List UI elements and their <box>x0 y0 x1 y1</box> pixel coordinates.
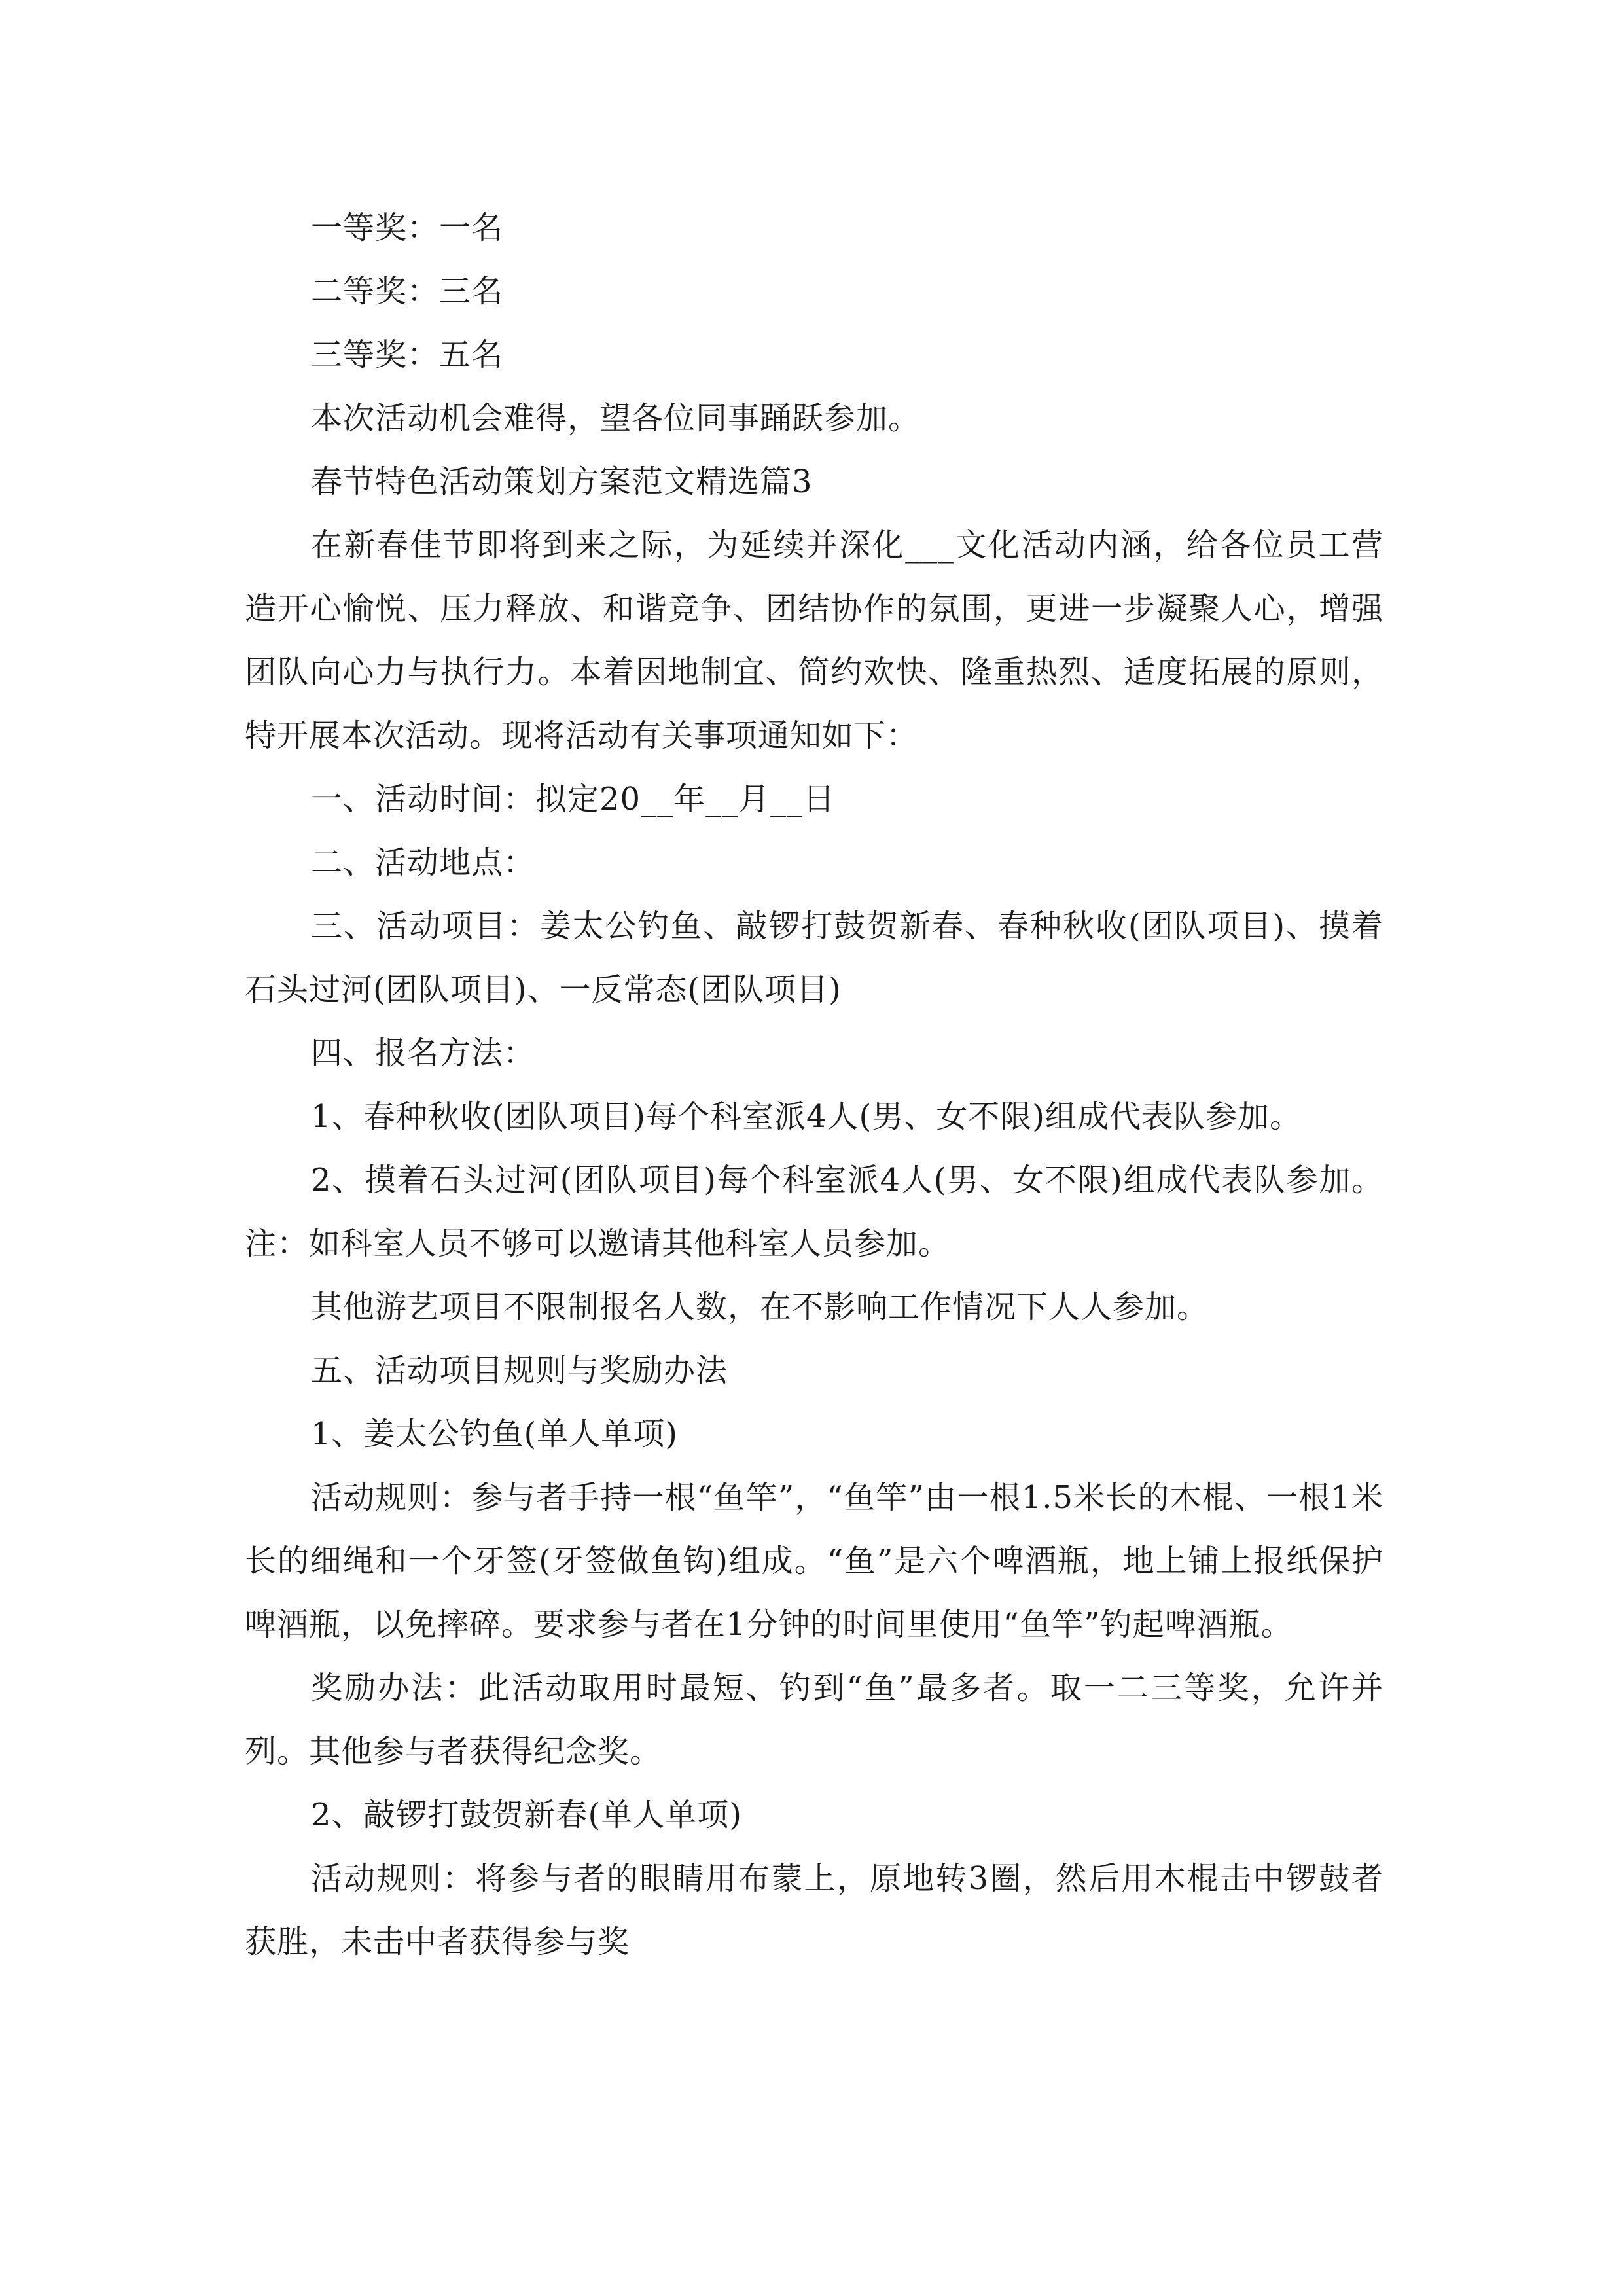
section-heading: 春节特色活动策划方案范文精选篇3 <box>311 463 813 500</box>
paragraph: 二等奖：三名 <box>311 273 504 310</box>
paragraph: 一等奖：一名 <box>311 209 504 246</box>
paragraph: 2、摸着石头过河(团队项目)每个科室派4人(男、女不限)组成代表队参加。注：如科室人员不够可以邀请其他科室人员参加。 <box>245 1162 1383 1262</box>
paragraph: 其他游艺项目不限制报名人数，在不影响工作情况下人人参加。 <box>311 1289 1209 1325</box>
paragraph: 活动规则：参与者手持一根“鱼竿”，“鱼竿”由一根1.5米长的木棍、一根1米长的细绳和一个牙签(牙签做鱼钩)组成。“鱼”是六个啤酒瓶，地上铺上报纸保护啤酒瓶，以免摔碎。要求参与者在1分钟的时间里使用“鱼竿”钓起啤酒瓶。 <box>245 1479 1383 1643</box>
paragraph: 2、敲锣打鼓贺新春(单人单项) <box>311 1797 742 1833</box>
paragraph: 1、春种秋收(团队项目)每个科室派4人(男、女不限)组成代表队参加。 <box>311 1098 1302 1135</box>
paragraph: 一、活动时间：拟定20__年__月__日 <box>311 781 836 817</box>
paragraph: 1、姜太公钓鱼(单人单项) <box>311 1416 678 1452</box>
paragraph: 活动规则：将参与者的眼睛用布蒙上，原地转3圈，然后用木棍击中锣鼓者获胜，未击中者获得参与奖 <box>245 1860 1383 1960</box>
paragraph: 四、报名方法： <box>311 1035 536 1071</box>
paragraph: 奖励办法：此活动取用时最短、钓到“鱼”最多者。取一二三等奖，允许并列。其他参与者获得纪念奖。 <box>245 1670 1383 1770</box>
paragraph: 二、活动地点： <box>311 844 536 881</box>
paragraph: 三、活动项目：姜太公钓鱼、敲锣打鼓贺新春、春种秋收(团队项目)、摸着石头过河(团队项目)、一反常态(团队项目) <box>245 908 1383 1008</box>
document-body <box>245 196 1383 1974</box>
paragraph: 三等奖：五名 <box>311 336 504 373</box>
paragraph: 在新春佳节即将到来之际，为延续并深化___文化活动内涵，给各位员工营造开心愉悦、压力释放、和谐竞争、团结协作的氛围，更进一步凝聚人心，增强团队向心力与执行力。本着因地制宜、简约欢快、隆重热烈、适度拓展的原则，特开展本次活动。现将活动有关事项通知如下： <box>245 527 1383 754</box>
paragraph: 五、活动项目规则与奖励办法 <box>311 1352 728 1389</box>
paragraph: 本次活动机会难得，望各位同事踊跃参加。 <box>311 400 921 437</box>
